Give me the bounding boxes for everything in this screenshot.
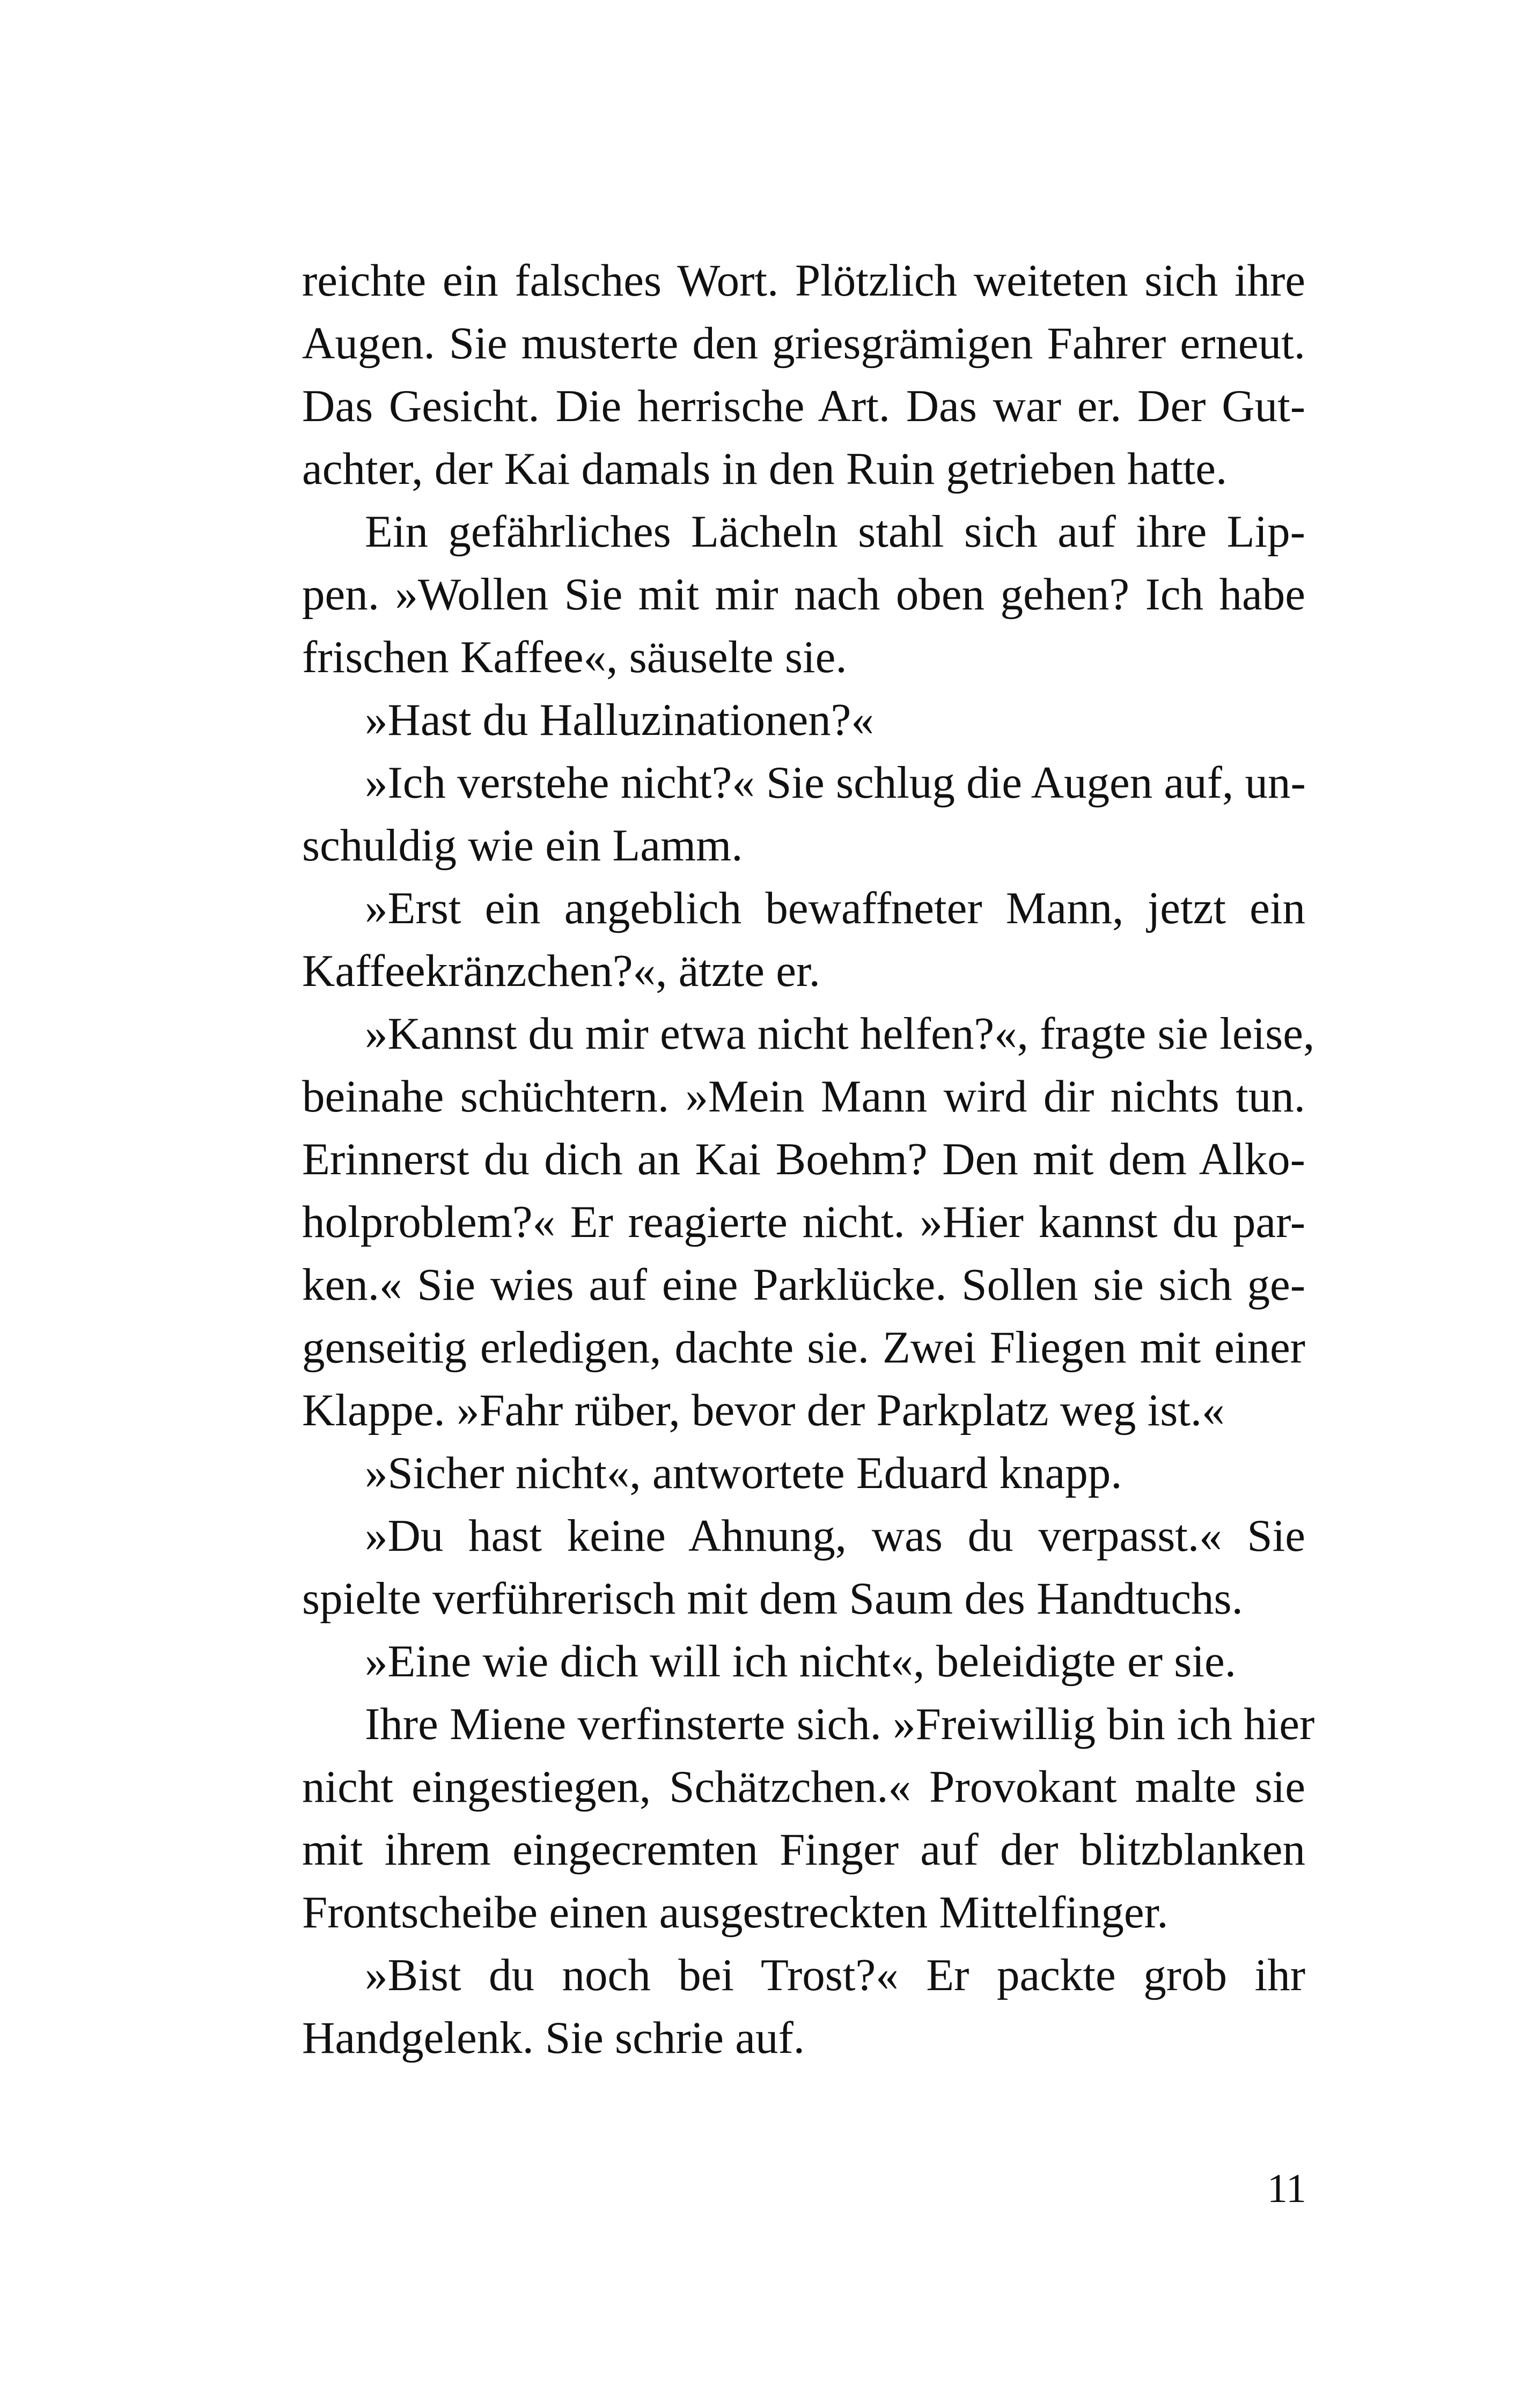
- text-line: spielte verführerisch mit dem Saum des Handtuchs.: [302, 1573, 1243, 1624]
- text-line: reichte ein falsches Wort. Plötzlich weiteten sich ihre: [302, 255, 1305, 306]
- text-line: Frontscheibe einen ausgestreckten Mittelfinger.: [302, 1887, 1169, 1938]
- text-line: »Bist du noch bei Trost?« Er packte grob ihr: [365, 1950, 1305, 2000]
- text-line: Ihre Miene verfinsterte sich. »Freiwillig bin ich hier: [365, 1699, 1315, 1749]
- text-line: »Sicher nicht«, antwortete Eduard knapp.: [365, 1448, 1122, 1498]
- text-line: Handgelenk. Sie schrie auf.: [302, 2013, 805, 2063]
- text-line: ken.« Sie wies auf eine Parklücke. Sollen sie sich ge-: [302, 1260, 1305, 1310]
- page-number: 11: [1267, 2166, 1306, 2211]
- text-line: Ein gefährliches Lächeln stahl sich auf ihre Lip-: [365, 506, 1305, 557]
- body-text: [302, 249, 1315, 2070]
- text-line: »Du hast keine Ahnung, was du verpasst.« Sie: [365, 1511, 1305, 1561]
- text-line: schuldig wie ein Lamm.: [302, 820, 743, 871]
- text-line: »Eine wie dich will ich nicht«, beleidigte er sie.: [365, 1636, 1236, 1687]
- text-line: »Erst ein angeblich bewaffneter Mann, jetzt ein: [365, 883, 1305, 933]
- text-line: Augen. Sie musterte den griesgrämigen Fahrer erneut.: [302, 318, 1305, 369]
- text-line: pen. »Wollen Sie mit mir nach oben gehen? Ich habe: [302, 569, 1305, 620]
- text-line: »Hast du Halluzinationen?«: [365, 695, 874, 745]
- text-line: »Ich verstehe nicht?« Sie schlug die Augen auf, un-: [365, 757, 1306, 808]
- text-line: holproblem?« Er reagierte nicht. »Hier kannst du par-: [302, 1197, 1305, 1247]
- text-line: genseitig erledigen, dachte sie. Zwei Fliegen mit einer: [302, 1322, 1305, 1373]
- text-line: frischen Kaffee«, säuselte sie.: [302, 632, 847, 682]
- text-line: mit ihrem eingecremten Finger auf der blitzblanken: [302, 1824, 1305, 1875]
- text-line: achter, der Kai damals in den Ruin getrieben hatte.: [302, 444, 1228, 494]
- text-line: Das Gesicht. Die herrische Art. Das war er. Der Gut-: [302, 381, 1305, 431]
- text-line: nicht eingestiegen, Schätzchen.« Provokant malte sie: [302, 1762, 1305, 1812]
- text-line: Kaffeekränzchen?«, ätzte er.: [302, 946, 820, 996]
- text-line: Klappe. »Fahr rüber, bevor der Parkplatz weg ist.«: [302, 1385, 1225, 1435]
- text-line: »Kannst du mir etwa nicht helfen?«, fragte sie leise,: [365, 1008, 1315, 1059]
- text-line: beinahe schüchtern. »Mein Mann wird dir nichts tun.: [302, 1071, 1305, 1122]
- text-line: Erinnerst du dich an Kai Boehm? Den mit dem Alko-: [302, 1134, 1305, 1184]
